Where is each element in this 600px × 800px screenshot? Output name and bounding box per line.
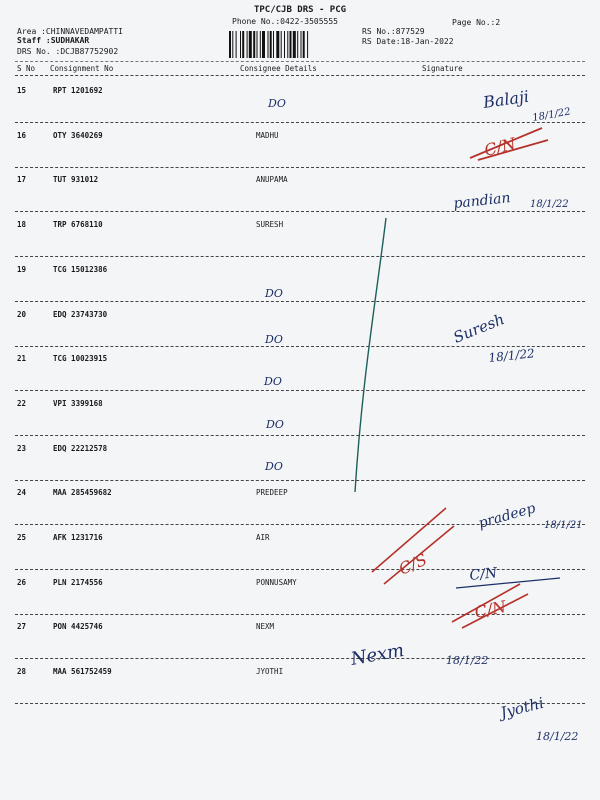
cn-mark-2: C/N [468, 565, 498, 584]
column-header-signature: Signature [422, 64, 463, 73]
row-consignee-name: JYOTHI [256, 667, 284, 677]
row-consignment-number: EDQ 22212578 [53, 443, 108, 453]
date-note-1: 18/1/22 [531, 106, 572, 124]
row-consignment-number: TCG 10023915 [53, 354, 108, 364]
row-serial-number: 27 [17, 622, 27, 632]
row-consignee-name: ANUPAMA [256, 175, 288, 185]
row-consignment-number: RPT 1201692 [53, 86, 103, 95]
row-serial-number: 24 [17, 488, 27, 498]
report-title: TPC/CJB DRS - PCG [253, 5, 347, 15]
row-consignee-name: PREDEEP [256, 488, 288, 498]
row-consignment-number: AFK 1231716 [53, 533, 103, 542]
signature-nexm: Nexm [349, 639, 406, 670]
row-consignee-name: SURESH [256, 220, 284, 230]
page-number: Page No.:2 [452, 18, 501, 27]
row-consignment-number: TUT 931012 [53, 175, 99, 185]
row-consignee-name: MADHU [256, 130, 279, 140]
row-consignment-number: MAA 285459682 [53, 488, 112, 498]
row-serial-number: 17 [17, 175, 27, 185]
row-serial-number: 20 [17, 309, 27, 319]
cn-mark-1: C/N [482, 133, 518, 160]
column-header-sno: S No [17, 64, 36, 73]
signature-pradeep: pradeep [476, 500, 538, 532]
row-consignment-number: TRP 6768110 [53, 220, 103, 230]
row-serial-number: 28 [17, 667, 27, 677]
drs-number: DRS No. :DCJB87752902 [17, 47, 119, 56]
row-serial-number: 23 [17, 443, 27, 453]
signature-balaji: Balaji [481, 86, 531, 112]
row-consignment-number: TCG 15012386 [53, 264, 108, 274]
row-consignee-name: AIR [256, 533, 270, 542]
rs-number: RS No.:877529 [362, 27, 425, 36]
note-do-21: DO [264, 375, 282, 388]
row-serial-number: 22 [17, 398, 27, 408]
signature-suresh: Suresh [450, 310, 507, 347]
row-serial-number: 18 [17, 220, 27, 230]
signature-jyothi: Jyothi [498, 693, 546, 722]
note-do-22: DO [266, 418, 284, 431]
note-do-15: DO [268, 97, 286, 110]
date-note-2: 18/1/22 [530, 199, 569, 210]
column-header-consignment: Consignment No [50, 64, 114, 73]
phone-number: Phone No.:0422-3505555 [232, 17, 338, 26]
row-serial-number: 19 [17, 264, 27, 274]
note-do-23: DO [265, 460, 283, 473]
row-consignee-name: NEXM [256, 622, 275, 632]
row-serial-number: 25 [17, 533, 27, 542]
cls-mark: C/S [395, 549, 430, 579]
row-consignment-number: VPI 3399168 [53, 398, 103, 408]
row-serial-number: 21 [17, 354, 27, 364]
signature-pandian: pandian [452, 190, 512, 212]
note-do-19: DO [265, 287, 283, 300]
date-note-4: 18/1/21 [544, 520, 583, 531]
note-do-20: DO [265, 333, 283, 346]
row-serial-number: 15 [17, 86, 27, 95]
cn-mark-3: C/N [472, 596, 508, 622]
row-consignment-number: OTY 3640269 [53, 130, 103, 140]
row-consignee-name: PONNUSAMY [256, 577, 297, 587]
area-field: Area :CHINNAVEDAMPATTI [17, 27, 123, 36]
row-consignment-number: PON 4425746 [53, 622, 103, 632]
column-header-consignee: Consignee Details [240, 64, 317, 73]
row-consignment-number: PLN 2174556 [53, 577, 103, 587]
date-note-6: 18/1/22 [536, 730, 579, 743]
staff-field: Staff :SUDHAKAR [17, 36, 90, 45]
vertical-stroke [355, 218, 386, 492]
row-serial-number: 16 [17, 130, 27, 140]
row-consignment-number: EDQ 23743730 [53, 309, 108, 319]
rs-date: RS Date:18-Jan-2022 [362, 37, 454, 46]
date-note-3: 18/1/22 [487, 346, 536, 365]
row-serial-number: 26 [17, 577, 27, 587]
date-note-5: 18/1/22 [446, 654, 489, 667]
row-consignment-number: MAA 561752459 [53, 667, 112, 677]
